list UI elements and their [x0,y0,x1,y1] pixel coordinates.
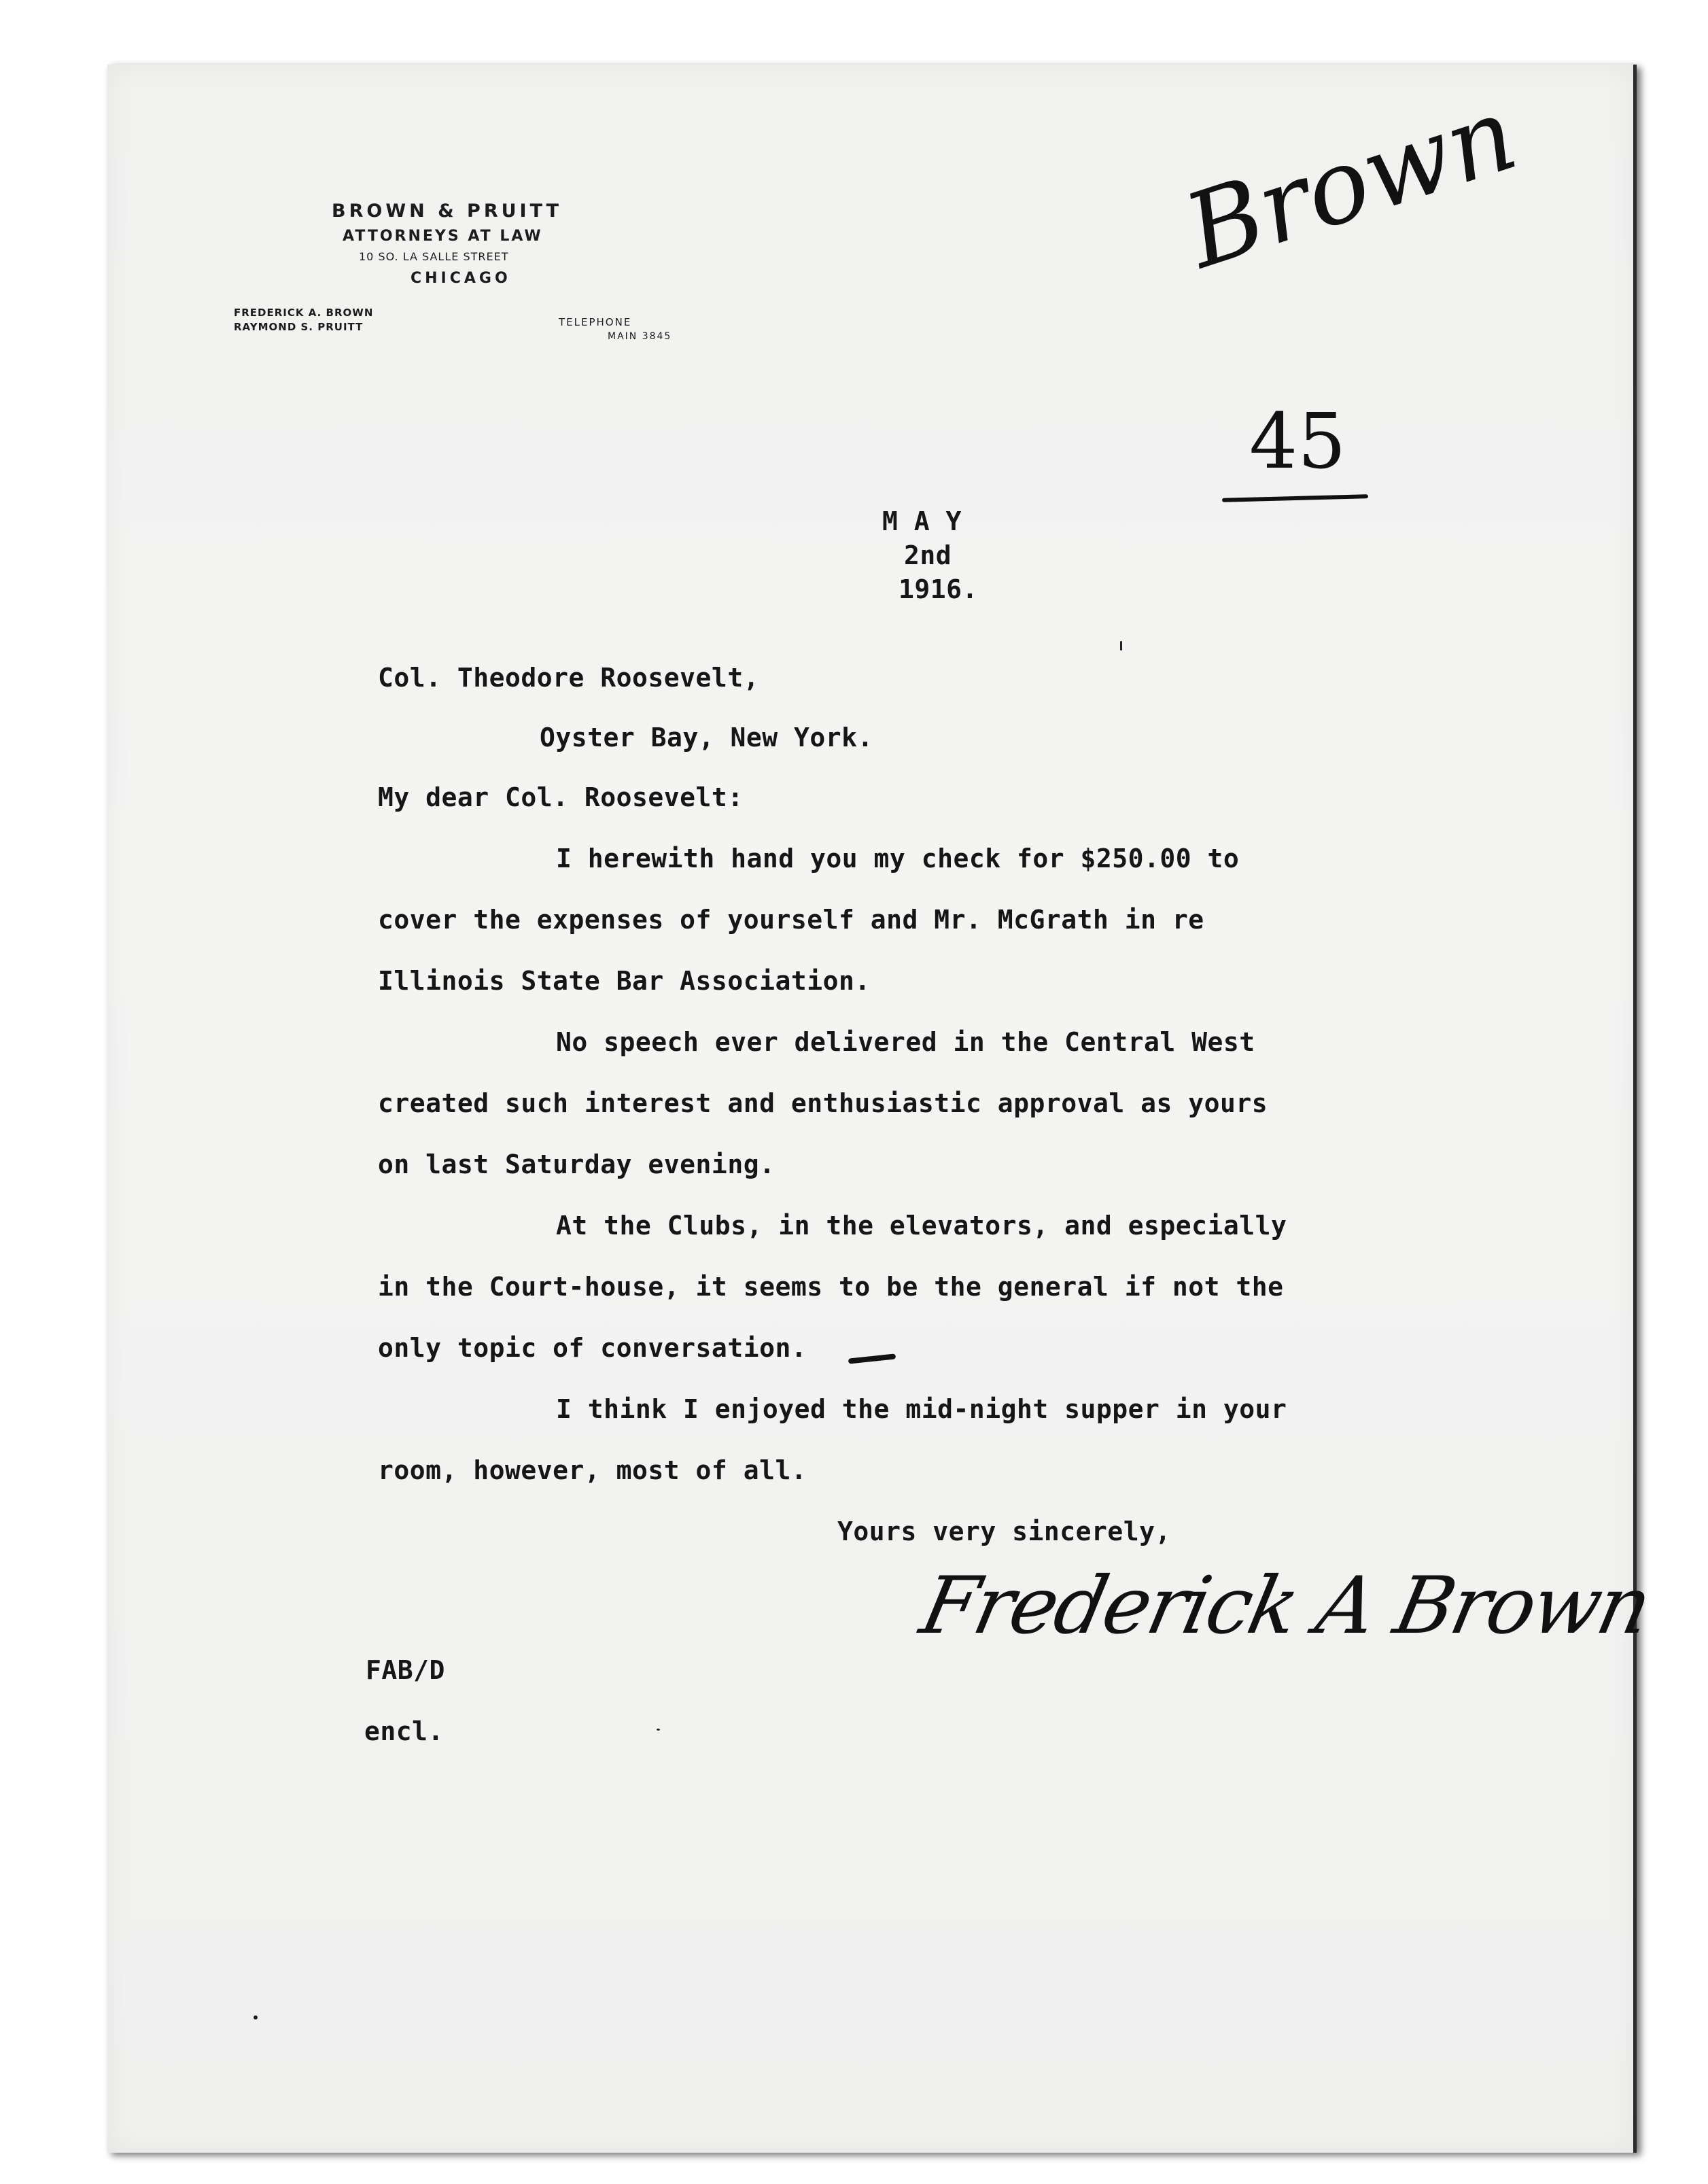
enclosure-note: encl. [364,1716,444,1746]
letterhead-telephone-number: MAIN 3845 [608,331,672,342]
letterhead-telephone-label: TELEPHONE [559,316,632,328]
signature: Frederick A Brown [913,1560,1658,1652]
letterhead-partner-2: RAYMOND S. PRUITT [234,321,364,333]
ink-correction-mark [848,1353,896,1364]
dust-speck [657,1729,660,1731]
body-line: room, however, most of all. [378,1455,807,1485]
handwritten-folio-number: 45 [1249,398,1346,486]
recipient-name: Col. Theodore Roosevelt, [378,663,760,693]
closing: Yours very sincerely, [837,1516,1171,1546]
letterhead-city: CHICAGO [411,270,511,287]
recipient-address: Oyster Bay, New York. [540,723,873,752]
body-line: I herewith hand you my check for $250.00 to [556,844,1240,873]
letterhead-profession: ATTORNEYS AT LAW [343,228,543,245]
letter-page [107,65,1658,2153]
date-day: 2nd [904,540,952,570]
handwritten-surname: Brown [1172,74,1530,292]
letterhead-firm-name: BROWN & PRUITT [332,201,563,222]
dust-speck [254,2015,258,2020]
date-month: M A Y [882,506,962,536]
salutation: My dear Col. Roosevelt: [378,782,744,812]
folio-underline [1222,494,1368,502]
body-line: At the Clubs, in the elevators, and especially [556,1211,1287,1241]
body-line: created such interest and enthusiastic approval as yours [378,1088,1268,1118]
body-line: on last Saturday evening. [378,1149,775,1179]
body-line: only topic of conversation. [378,1333,807,1363]
typist-initials: FAB/D [366,1655,445,1685]
ink-speck [1120,641,1122,651]
letterhead-partner-1: FREDERICK A. BROWN [234,307,374,319]
body-line: No speech ever delivered in the Central West [556,1027,1255,1057]
body-line: I think I enjoyed the mid-night supper in your [556,1394,1287,1424]
letterhead-street: 10 SO. LA SALLE STREET [359,250,509,263]
body-line: in the Court-house, it seems to be the general if not the [378,1272,1284,1302]
body-line: cover the expenses of yourself and Mr. McGrath in re [378,905,1204,935]
date-year: 1916. [899,574,978,604]
body-line: Illinois State Bar Association. [378,966,871,996]
